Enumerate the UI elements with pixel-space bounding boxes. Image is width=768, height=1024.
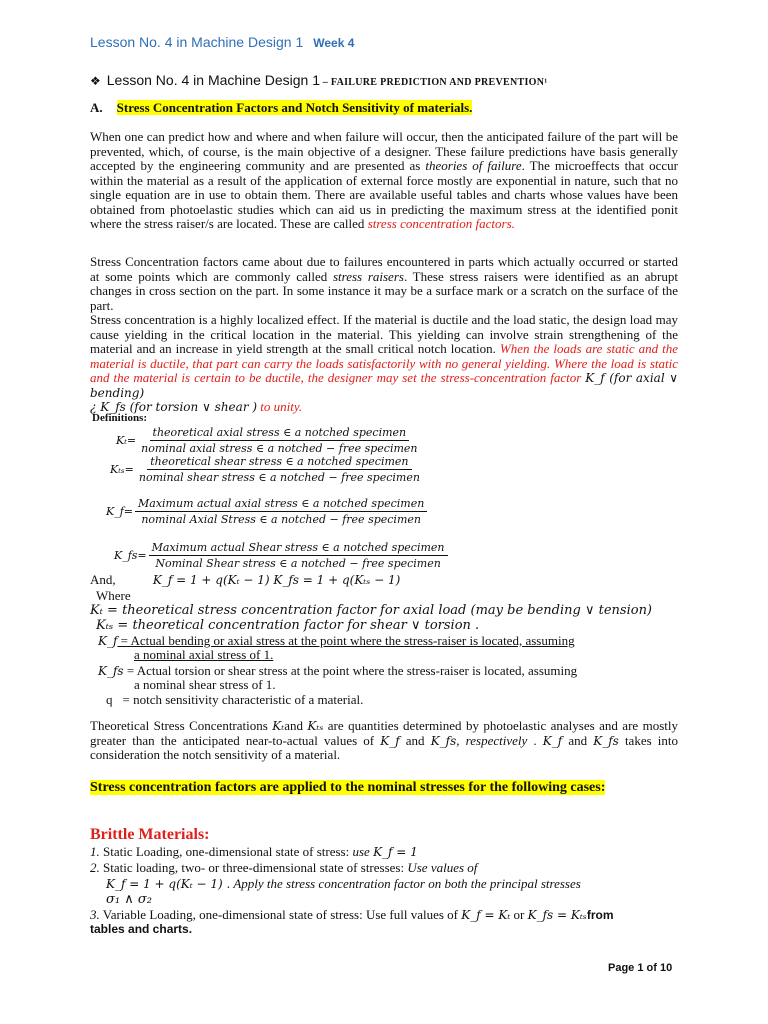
p4-and-2: and (399, 732, 431, 748)
q-definition: = notch sensitivity characteristic of a material. (122, 692, 364, 707)
p4-text-2: are quantities determined by photoelastic analyses and are mostly greater than the anticipated near-to-actual values of (90, 718, 679, 748)
kt-lhs: Kₜ= (116, 434, 137, 447)
section-a-heading (90, 100, 472, 116)
item-1-use: use (352, 844, 374, 859)
equation-kf (106, 497, 427, 526)
p4-text-3: takes into consideration the notch sensitivity of a material. (90, 732, 679, 762)
section-title: Stress Concentration Factors and Notch Sensitivity of materials. (116, 100, 473, 115)
brittle-item-3 (90, 907, 614, 923)
item-2-equation: K_f = 1 + q(Kₜ − 1) . (106, 877, 231, 891)
kf-symbol: K_f (98, 634, 118, 648)
kf-kfs-equations: K_f = 1 + q(Kₜ − 1) K_fs = 1 + q(Kₜₛ − 1) (152, 573, 401, 587)
brittle-item-1 (90, 844, 418, 860)
diamond-bullet-icon: ❖ (90, 74, 101, 88)
item-3-line-2: tables and charts. (90, 922, 193, 936)
item-3-number: 3. (90, 907, 100, 922)
kf-numerator: Maximum actual axial stress ∈ a notched specimen (135, 497, 427, 512)
highlight-heading-text: Stress concentration factors are applied to the nominal stresses for the following cases: (90, 780, 606, 795)
where-kts: Kₜₛ = theoretical concentration factor for shear ∨ torsion . (96, 618, 480, 633)
p4-and: and (284, 718, 308, 733)
item-1-number: 1. (90, 844, 100, 859)
definitions-label: Definitions: (92, 412, 147, 424)
p3-math-kf: K_f (for axial ∨ bending) (90, 371, 678, 400)
paragraph-3 (90, 313, 678, 415)
paragraph-2 (90, 255, 678, 313)
and-label: And, (90, 572, 116, 587)
equation-kfs (114, 541, 448, 570)
item-3-equation-1: K_f = Kₜ (461, 908, 511, 922)
where-q (106, 692, 363, 708)
p4-kt: Kₜ (272, 719, 285, 733)
item-2-number: 2. (90, 860, 100, 875)
title-subtitle: – FAILURE PREDICTION AND PREVENTION¹ (320, 77, 548, 88)
kt-numerator: theoretical axial stress ∈ a notched specimen (150, 426, 410, 441)
p1-text: When one can predict how and where and when failure will occur, then the anticipated failure of the part will be prevented, which, of course, is the main objective of a designer. These failure predictions have basis generally accepted by the engineering community and are presented as (90, 129, 678, 173)
where-kfs-2 (134, 677, 276, 693)
p3-red-end: to unity. (257, 399, 303, 414)
p2-italic: stress raisers (332, 268, 404, 284)
paragraph-1 (90, 130, 678, 232)
p4-kf: K_f (380, 733, 400, 748)
kts-denominator: nominal shear stress ∈ a notched − free specimen (138, 471, 420, 484)
kfs-lhs: K_fs= (114, 549, 147, 562)
item-2-text: Static loading, two- or three-dimensional state of stresses: (99, 860, 408, 875)
p4-and-3: and (562, 732, 594, 748)
where-kf-2 (134, 647, 273, 663)
kf-definition: = Actual bending or axial stress at the point where the stress-raiser is located, assuming (117, 633, 575, 648)
item-2-sigma: σ₁ ∧ σ₂ (106, 892, 152, 907)
p3-text: Stress concentration is a highly localized effect. If the material is ductile and the load static, the design load may cause yielding in the critical location in the material. This yielding can involve strain strengthening of the material and an increase in yield strength at the small critical notch location. (90, 312, 678, 356)
p4-kfs: K_fs (430, 733, 457, 748)
title-main: Lesson No. 4 in Machine Design 1 (106, 72, 320, 88)
section-letter: A. (90, 100, 103, 115)
p4-kts: Kₜₛ (307, 719, 324, 733)
p1-italic: theories of failure (425, 158, 522, 173)
kfs-definition-2: a nominal shear stress of 1. (134, 677, 276, 692)
equation-kt (116, 426, 421, 455)
where-label: Where (96, 588, 131, 603)
brittle-materials-heading: Brittle Materials: (90, 826, 210, 843)
p4-kf-2: K_f (542, 733, 563, 748)
highlighted-heading (90, 779, 650, 796)
kfs-numerator: Maximum actual Shear stress ∈ a notched specimen (149, 541, 448, 556)
page-number: Page 1 of 10 (608, 962, 673, 974)
item-1-equation: K_f = 1 (373, 845, 418, 859)
brittle-item-2 (90, 860, 477, 876)
p1-text-2: . The microeffects that occur within the material as a result of the application of external force mostly are exponential in nature, such that no single equation are in use to obtain them. There are available useful tables and charts whose values have been obtained from photoelastic studies which can aid us in predicting the maximum stress at the identified ponit where the stress raiser/s are located. These are called (90, 158, 678, 231)
kfs-symbol: K_fs (98, 664, 124, 678)
p1-red-term: stress concentration factors. (367, 216, 515, 231)
p3-red-text: When the loads are static and the material is ductile, that part can carry the loads satisfactorily with no general yielding. Where the load is static and the material is certain to be ductile, the designer may set the stress-concentration factor (90, 341, 679, 385)
brittle-item-2-line-2 (106, 876, 581, 892)
kf-denominator: nominal Axial Stress ∈ a notched − free specimen (141, 513, 421, 526)
p2-text-2: . These stress raisers were identified as an abrupt changes in cross section on the part. In some instance it may be a surface mark or a scratch on the surface of the part. (90, 268, 678, 313)
item-3-text: Variable Loading, one-dimensional state of stress: Use full values of (99, 907, 462, 922)
kfs-definition: = Actual torsion or shear stress at the point where the stress-raiser is located, assuming (126, 663, 578, 678)
p4-respectively: , respectively (456, 732, 528, 748)
p2-text: Stress Concentration factors came about due to failures encountered in parts which actually occurred or started at some points which are commonly called (90, 254, 678, 284)
and-line (90, 572, 400, 588)
item-2-apply: Apply the stress concentration factor on both the principal stresses (230, 876, 581, 891)
where-kt: Kₜ = theoretical stress concentration factor for axial load (may be bending ∨ tension) (90, 603, 653, 618)
header-lesson: Lesson No. 4 in Machine Design 1 (90, 34, 304, 50)
equation-kts (110, 455, 423, 484)
item-1-text: Static Loading, one-dimensional state of stress: (99, 844, 353, 859)
header-week: Week 4 (313, 36, 355, 50)
kts-numerator: theoretical shear stress ∈ a notched specimen (147, 455, 411, 470)
item-3-from: from (586, 908, 614, 922)
kt-denominator: nominal axial stress ∈ a notched − free specimen (141, 442, 418, 455)
item-3-equation-2: K_fs = Kₜₛ (527, 908, 587, 922)
p4-text: Theoretical Stress Concentrations (90, 718, 273, 733)
q-symbol: q (106, 692, 113, 707)
kf-definition-2: a nominal axial stress of 1. (134, 647, 274, 662)
running-header (90, 34, 354, 50)
item-2-use: Use values of (407, 860, 478, 875)
kfs-denominator: Nominal Shear stress ∈ a notched − free specimen (155, 557, 441, 570)
kf-lhs: K_f= (106, 505, 134, 518)
p4-kfs-2: K_fs (593, 733, 619, 748)
kts-lhs: Kₜₛ= (110, 463, 134, 476)
paragraph-4 (90, 719, 678, 763)
p3-math-kfs: ¿ K_fs (for torsion ∨ shear ) (90, 400, 258, 414)
item-3-or: or (510, 907, 528, 922)
p4-period: . (527, 732, 543, 748)
lesson-title (90, 72, 548, 88)
